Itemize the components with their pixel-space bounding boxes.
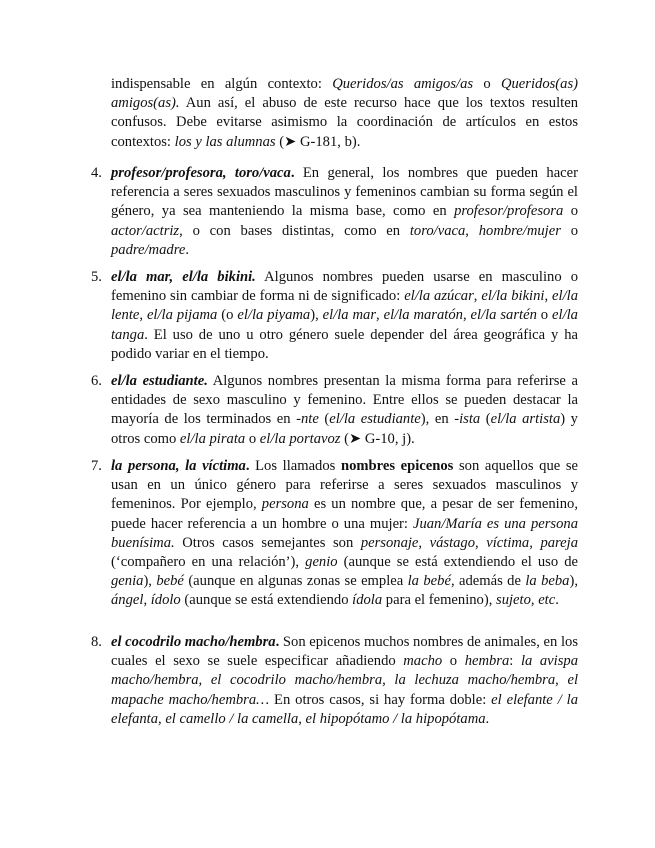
item-number: 6. — [91, 373, 102, 389]
list-item-5 — [91, 268, 579, 364]
item-number: 5. — [91, 269, 102, 285]
text: , además de — [450, 573, 526, 590]
item-number: 8. — [91, 634, 102, 650]
text: ), en — [420, 411, 455, 428]
text: es un nombre que, a pesar de ser femenino, puede hacer referencia a un hombre o una mujer: — [111, 496, 578, 532]
heading-period: . — [245, 458, 250, 474]
text: . — [555, 592, 559, 609]
list-item-7 — [91, 457, 578, 611]
text: (aunque se está extendiendo el uso de — [337, 554, 578, 571]
text: Los llamados — [249, 458, 341, 474]
text: En general, los nombres que pueden hacer referencia a seres sexuados masculinos y femeninos cambian su forma según el género, ya sea manteniendo la misma base, como en — [111, 165, 578, 220]
item-heading: profesor/profesora, toro/vaca — [111, 165, 291, 181]
item-heading: el/la mar, el/la bikini. — [111, 269, 256, 285]
example: el elefante / la elefanta — [111, 691, 578, 727]
item-heading: el/la estudiante. — [111, 373, 208, 389]
example: el/la portavoz — [259, 430, 341, 447]
example: persona — [261, 496, 309, 513]
item-number: 7. — [91, 458, 102, 474]
example: personaje — [360, 534, 419, 551]
text: indispensable en algún contexto: — [111, 76, 333, 92]
text: , — [473, 288, 482, 305]
text: , — [376, 307, 384, 324]
text: son aquellos que se usan en un único género para referirse a seres sexuados masculinos y femeninos. Por ejemplo, — [111, 458, 578, 513]
text: . — [485, 710, 490, 727]
text: , — [298, 710, 306, 727]
list-item-6 — [91, 372, 578, 449]
example: ángel — [111, 592, 144, 609]
text: ( — [480, 411, 491, 428]
heading-period: . — [275, 634, 280, 650]
example: toro/vaca — [409, 222, 466, 239]
text: o — [245, 430, 260, 447]
text: , — [158, 710, 166, 727]
cross-reference: (➤ G-10, j). — [340, 430, 415, 447]
example: el/la azúcar — [404, 288, 474, 305]
text: ), — [143, 573, 157, 590]
text: (‘compañero en una relación’), — [111, 554, 306, 571]
text: o — [442, 653, 465, 670]
example: víctima — [486, 534, 530, 551]
example: el/la piyama — [237, 307, 311, 324]
example: el/la artista — [490, 411, 561, 428]
item-heading: la persona, la víctima — [111, 458, 246, 474]
example: genia — [111, 573, 144, 590]
text: . — [185, 241, 189, 258]
list-item-8 — [91, 633, 579, 729]
cross-reference: (➤ G-181, b). — [275, 133, 361, 150]
text: , — [544, 288, 553, 305]
example: vástago — [429, 534, 476, 551]
example: el/la lente — [111, 288, 578, 324]
example: el/la tanga — [111, 307, 578, 343]
text: Son epicenos muchos nombres de animales, en los cuales el sexo se suele especificar añadiendo — [111, 634, 578, 670]
example: actor/actriz — [111, 222, 180, 239]
example: bebé — [156, 573, 184, 590]
item-number: 4. — [91, 165, 102, 181]
example: Queridos/as amigos/as — [332, 76, 474, 92]
text: (o — [217, 307, 238, 324]
text: ), — [310, 307, 323, 324]
text: para el femenino), — [382, 592, 497, 609]
example: ídola — [352, 592, 383, 609]
example: Juan/María es una persona buenísima. — [111, 515, 578, 551]
text: : — [509, 653, 521, 670]
example: etc — [538, 592, 556, 609]
example: hombre/mujer — [478, 222, 561, 239]
text: o — [473, 76, 501, 92]
example: macho — [403, 653, 443, 670]
example: el/la pijama — [146, 307, 218, 324]
text: , — [555, 672, 568, 689]
example: -ista — [454, 411, 481, 428]
example: el/la sartén — [470, 307, 537, 324]
text: Otros casos semejantes son — [174, 534, 361, 551]
text: , — [418, 534, 430, 551]
example: hembra — [464, 653, 510, 670]
text: , — [462, 307, 471, 324]
text: , — [529, 534, 541, 551]
text: Aun así, el abuso de este recurso hace que los textos resulten confusos. Debe evitarse asimismo la coordinación de artículos en estos contextos: — [111, 95, 578, 150]
text: , — [139, 307, 147, 324]
example: el camello / la camella — [165, 710, 299, 727]
example: Queridos(as) amigos(as). — [111, 76, 578, 112]
text: (aunque en algunas zonas se emplea — [183, 573, 408, 590]
text: ) y otros como — [111, 411, 578, 447]
example: los y las alumnas — [174, 133, 276, 150]
example: sujeto — [496, 592, 531, 609]
text: , — [530, 592, 539, 609]
example: ídolo — [150, 592, 181, 609]
example: el/la estudiante — [329, 411, 421, 428]
example: pareja — [540, 534, 578, 551]
example: el mapache macho/hembra… — [111, 672, 579, 708]
text: o — [560, 222, 578, 239]
text: , — [143, 592, 151, 609]
example: padre/madre — [111, 241, 186, 258]
text: ( — [318, 411, 330, 428]
example: la bebé — [407, 573, 451, 590]
text: . El uso de uno u otro género suele depender del área geográfica y ha podido variar en el tiempo. — [111, 326, 578, 362]
example: el hipopótamo / la hipopótama — [305, 710, 486, 727]
example: el/la maratón — [383, 307, 463, 324]
list-item-4 — [91, 164, 578, 260]
example: genio — [305, 554, 338, 571]
heading-period: . — [290, 165, 295, 181]
text: Algunos nombres presentan la misma forma para referirse a entidades de sexo masculino y femenino. Entre ellos se pueden destacar la mayoría de los terminados en — [111, 373, 578, 428]
intro-paragraph — [111, 75, 578, 152]
term: nombres epicenos — [340, 458, 454, 474]
example: el/la mar — [322, 307, 377, 324]
text: ), — [569, 573, 578, 590]
example: la beba — [525, 573, 570, 590]
text: Algunos nombres pueden usarse en masculino o femenino sin cambiar de forma ni de significado: — [111, 269, 579, 305]
example: el/la pirata — [179, 430, 246, 447]
example: profesor/profesora — [454, 203, 564, 220]
text: , — [465, 222, 479, 239]
example: -nte — [296, 411, 319, 428]
text: , o con bases distintas, como en — [179, 222, 410, 239]
example: el/la bikini — [481, 288, 545, 305]
text: (aunque se está extendiendo — [180, 592, 353, 609]
text: , — [475, 534, 487, 551]
item-heading: el cocodrilo macho/hembra — [111, 634, 276, 650]
text: o — [563, 203, 578, 220]
text: o — [536, 307, 553, 324]
example: la avispa macho/hembra, el cocodrilo macho/hembra, la lechuza macho/hembra — [111, 653, 578, 689]
text: En otros casos, si hay forma doble: — [269, 691, 492, 708]
